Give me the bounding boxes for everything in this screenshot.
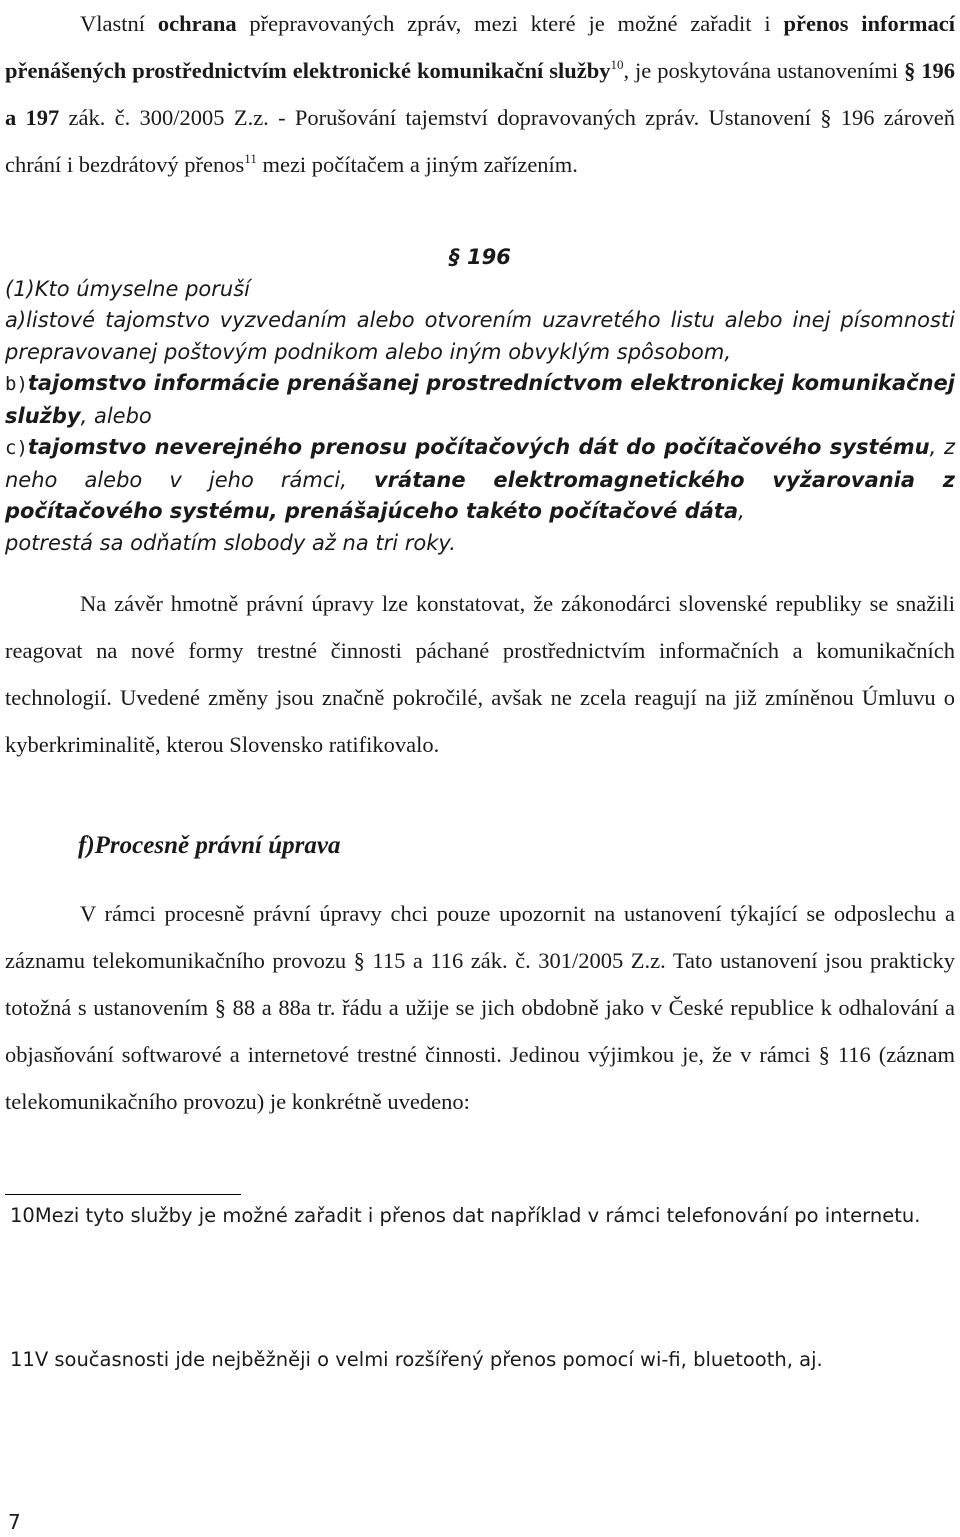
law-bold-text: tajomstvo neverejného prenosu počítačových dát do počítačového systému xyxy=(27,435,930,459)
law-line: (1)Kto úmyselne poruší xyxy=(5,276,250,301)
law-bold-text: tajomstvo informácie prenášanej prostredníctvom elektronickej komunikačnej služby xyxy=(5,371,955,428)
footnote-ref-10: 10 xyxy=(610,57,624,72)
law-item-letter: c) xyxy=(5,437,28,459)
intro-paragraph xyxy=(5,0,955,188)
intro-bold-text: § 196 a 197 xyxy=(5,58,956,130)
law-text: , z neho alebo v jeho rámci, xyxy=(5,435,956,492)
footnote-11: 11V současnosti jde nejběžněji o velmi rozšířený přenos pomocí wi-fi, bluetooth, aj. xyxy=(10,1348,823,1371)
intro-text: , je poskytována ustanoveními xyxy=(623,58,905,83)
footnote-ref-11: 11 xyxy=(244,151,257,166)
intro-bold-text: přenos informací přenášených prostřednictvím elektronické komunikační služby xyxy=(5,11,955,83)
intro-text: zák. č. 300/2005 Z.z. - Porušování tajemství dopravovaných zpráv. Ustanovení § 196 zároveň chrání i bezdrátový přenos xyxy=(5,105,956,177)
body-paragraph: Na závěr hmotně právní úpravy lze konstatovat, že zákonodárci slovenské republiky se snažili reagovat na nové formy trestné činnosti páchané prostřednictvím informačních a komunikačních technologií. Uvedené změny jsou značně pokročilé, avšak ne zcela reagují na již zmíněnou Úmluvu o kyberkriminalitě, kterou Slovensko ratifikovalo. xyxy=(5,591,955,757)
law-bold-text: vrátane elektromagnetického vyžarovania z počítačového systému, prenášajúceho takéto počítačové dáta xyxy=(5,467,956,523)
footnote-10: 10Mezi tyto služby je možné zařadit i přenos dat například v rámci telefonování po internetu. xyxy=(10,1204,921,1227)
intro-text: přepravovaných zpráv, mezi které je možné zařadit i xyxy=(236,11,784,36)
footnote-divider xyxy=(5,1194,241,1195)
law-quote-block xyxy=(5,242,955,559)
intro-bold-text: ochrana xyxy=(157,11,237,36)
law-item-letter: b) xyxy=(5,373,28,395)
intro-text: mezi počítačem a jiným zařízením. xyxy=(256,152,578,177)
law-item-c xyxy=(5,432,955,528)
body-paragraph: V rámci procesně právní úpravy chci pouze upozornit na ustanovení týkající se odposlechu a záznamu telekomunikačního provozu § 115 a 116 zák. č. 301/2005 Z.z. Tato ustanovení jsou prakticky totožná s ustanovením § 88 a 88a tr. řádu a užije se jich obdobně jako v České republice k odhalování a objasňování softwarové a internetové trestné činnosti. Jedinou výjimkou je, že v rámci § 116 (záznam telekomunikačního provozu) je konkrétně uvedeno: xyxy=(5,901,955,1114)
law-section-heading: § 196 xyxy=(449,245,511,269)
law-line: potrestá sa odňatím slobody až na tri roky. xyxy=(5,530,456,555)
law-text: , xyxy=(738,499,745,523)
law-item-b xyxy=(5,368,955,432)
law-text: , alebo xyxy=(80,403,152,428)
law-item-a: a)listové tajomstvo vyzvedaním alebo otvorením uzavretého listu alebo inej písomnosti prepravovanej poštovým podnikom alebo iným obvyklým spôsobom, xyxy=(5,308,955,364)
intro-text: Vlastní xyxy=(80,11,158,36)
page-number: 7 xyxy=(8,1510,21,1534)
section-heading: f)Procesně právní úprava xyxy=(78,832,341,859)
